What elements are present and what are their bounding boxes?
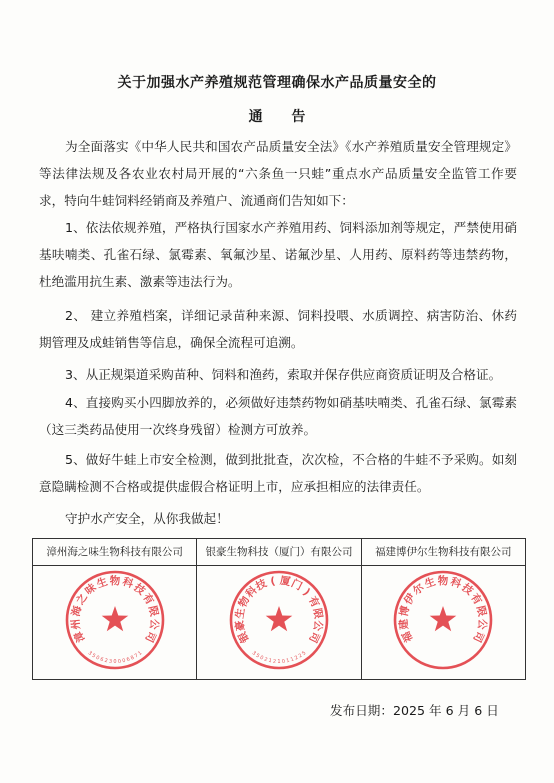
seal-char: )	[300, 586, 313, 599]
seal-number-char: 6	[98, 656, 104, 664]
seal-number-char: 2	[263, 656, 269, 664]
seal-char: 有	[305, 594, 322, 610]
seal-char: 生	[233, 607, 248, 620]
document-title: 关于加强水产养殖规范管理确保水产品质量安全的	[117, 75, 437, 91]
seal-number-char: 5	[90, 652, 97, 660]
seal-graphic	[391, 568, 495, 672]
seal-char: 味	[82, 581, 99, 598]
seal-char: 限	[474, 604, 489, 618]
seal-number-char: 0	[117, 658, 122, 666]
seal-char: 漳	[71, 629, 88, 645]
company-name: 漳州海之味生物科技有限公司	[33, 539, 196, 566]
seal-char: 海	[69, 604, 84, 618]
seal-char: 厦	[278, 574, 292, 589]
seal-number-char: 2	[297, 652, 304, 660]
seal-char: 有	[468, 591, 485, 608]
seal-number-char: 0	[121, 657, 126, 665]
item-3: 3、从正规渠道采购苗种、饲料和渔药，索取并保存供应商资质证明及合格证。	[65, 367, 502, 382]
item-2: 2、 建立养殖档案，详细记录苗种来源、饲料投喂、水质调控、病害防治、休药期管理及成蛙销售等信息，确保全流程可追溯。	[39, 308, 517, 350]
seal-number-char: 0	[258, 654, 265, 662]
seal-char: 司	[142, 629, 158, 645]
seal-char: 司	[470, 629, 487, 645]
seal-number-char: 7	[133, 652, 140, 660]
seal-char: 有	[139, 591, 156, 608]
seal-char: 技	[459, 581, 476, 598]
seal-char: 科	[449, 575, 464, 591]
seal-number-char: 2	[293, 654, 300, 662]
seal-char: 银	[236, 629, 252, 645]
seal-number-char: 6	[125, 656, 131, 664]
seal-char: 生	[94, 575, 109, 591]
seal-char: 技	[253, 577, 269, 594]
seal-char: 司	[306, 629, 322, 645]
seal-number-char: 2	[103, 657, 108, 665]
item-5: 5、做好牛蛙上市安全检测，做到批批查，次次检，不合格的牛蛙不予采购。如刻意隐瞒检测不合格或提供虚假合格证明上市，应承担相应的法律责任。	[39, 452, 517, 494]
seal-char: 科	[243, 584, 260, 601]
seal-char: 州	[69, 618, 83, 631]
seal-number-char: 0	[281, 658, 286, 666]
company-seal	[391, 568, 495, 672]
slogan: 守护水产安全，从你我做起！	[65, 511, 229, 526]
seal-char: 博	[398, 604, 413, 618]
seal-char: 限	[310, 607, 325, 620]
publish-date: 发布日期：2025 年 6 月 6 日	[330, 703, 499, 718]
seal-char: 物	[236, 594, 253, 610]
item-4: 4、直接购买小四脚放养的，必须做好违禁药物如硝基呋喃类、孔雀石绿、氯霉素（这三类药品使用一次终身残留）检测方可放养。	[39, 395, 517, 437]
signature-table	[32, 538, 526, 680]
seal-char: 公	[310, 619, 325, 632]
seal-char: 伊	[402, 591, 419, 608]
seal-char: 福	[400, 629, 416, 645]
seal-char: 公	[146, 618, 160, 631]
company-seal	[227, 568, 331, 672]
seal-char: 尔	[411, 581, 427, 598]
seal-number-char: 3	[250, 650, 257, 658]
seal-char: 生	[423, 575, 438, 591]
intro-paragraph: 为全面落实《中华人民共和国农产品质量安全法》《水产养殖质量安全管理规定》等法律法规及各农业农村局开展的“六条鱼一只蛙”重点水产品质量安全监管工作要求，特向牛蛙饲料经销商及养殖户、流通商们告知如下：	[39, 139, 517, 208]
seal-number-char: 0	[113, 659, 117, 666]
document-subtitle: 通 告	[248, 109, 306, 125]
seal-char: 技	[131, 581, 147, 598]
item-1: 1、依法依规养殖，严格执行国家水产养殖用药、饲料添加剂等规定，严禁使用硝基呋喃类、孔雀石绿、氯霉素、氧氟沙星、诺氟沙星、人用药、原料药等违禁药物，杜绝滥用抗生素、激素等违法行为。	[39, 220, 517, 289]
seal-char: 科	[120, 575, 135, 591]
seal-number-char: 1	[136, 650, 143, 658]
seal-graphic	[63, 568, 167, 672]
company-seal	[63, 568, 167, 672]
seal-number-char: 1	[285, 657, 291, 665]
seal-star	[430, 606, 457, 631]
seal-number-char: 1	[289, 656, 295, 664]
company-name: 福建博伊尔生物科技有限公司	[362, 539, 525, 566]
seal-number-char: 5	[301, 650, 308, 658]
seal-char: 公	[475, 618, 489, 631]
seal-graphic	[227, 568, 331, 672]
seal-char: 物	[109, 575, 120, 588]
company-name: 银豪生物科技（厦门）有限公司	[197, 539, 360, 566]
seal-number-char: 8	[129, 654, 135, 662]
signature-cell	[362, 539, 525, 679]
seal-number-char: 5	[254, 652, 261, 660]
signature-cell	[197, 539, 361, 679]
seal-char: 之	[73, 591, 90, 608]
seal-number-char: 3	[108, 658, 113, 666]
seal-char: 物	[438, 575, 449, 588]
seal-char: 门	[289, 577, 304, 594]
seal-char: 建	[397, 618, 412, 631]
seal-star	[266, 606, 293, 631]
seal-number-char: 3	[86, 650, 93, 658]
seal-number-char: 0	[94, 654, 100, 662]
seal-char: 豪	[233, 619, 248, 632]
seal-number-char: 1	[267, 657, 273, 665]
seal-number-char: 1	[277, 659, 281, 666]
seal-number-char: 2	[272, 658, 277, 666]
seal-char: (	[269, 575, 277, 588]
seal-char: 限	[145, 604, 160, 618]
signature-cell	[33, 539, 197, 679]
seal-star	[101, 606, 128, 631]
